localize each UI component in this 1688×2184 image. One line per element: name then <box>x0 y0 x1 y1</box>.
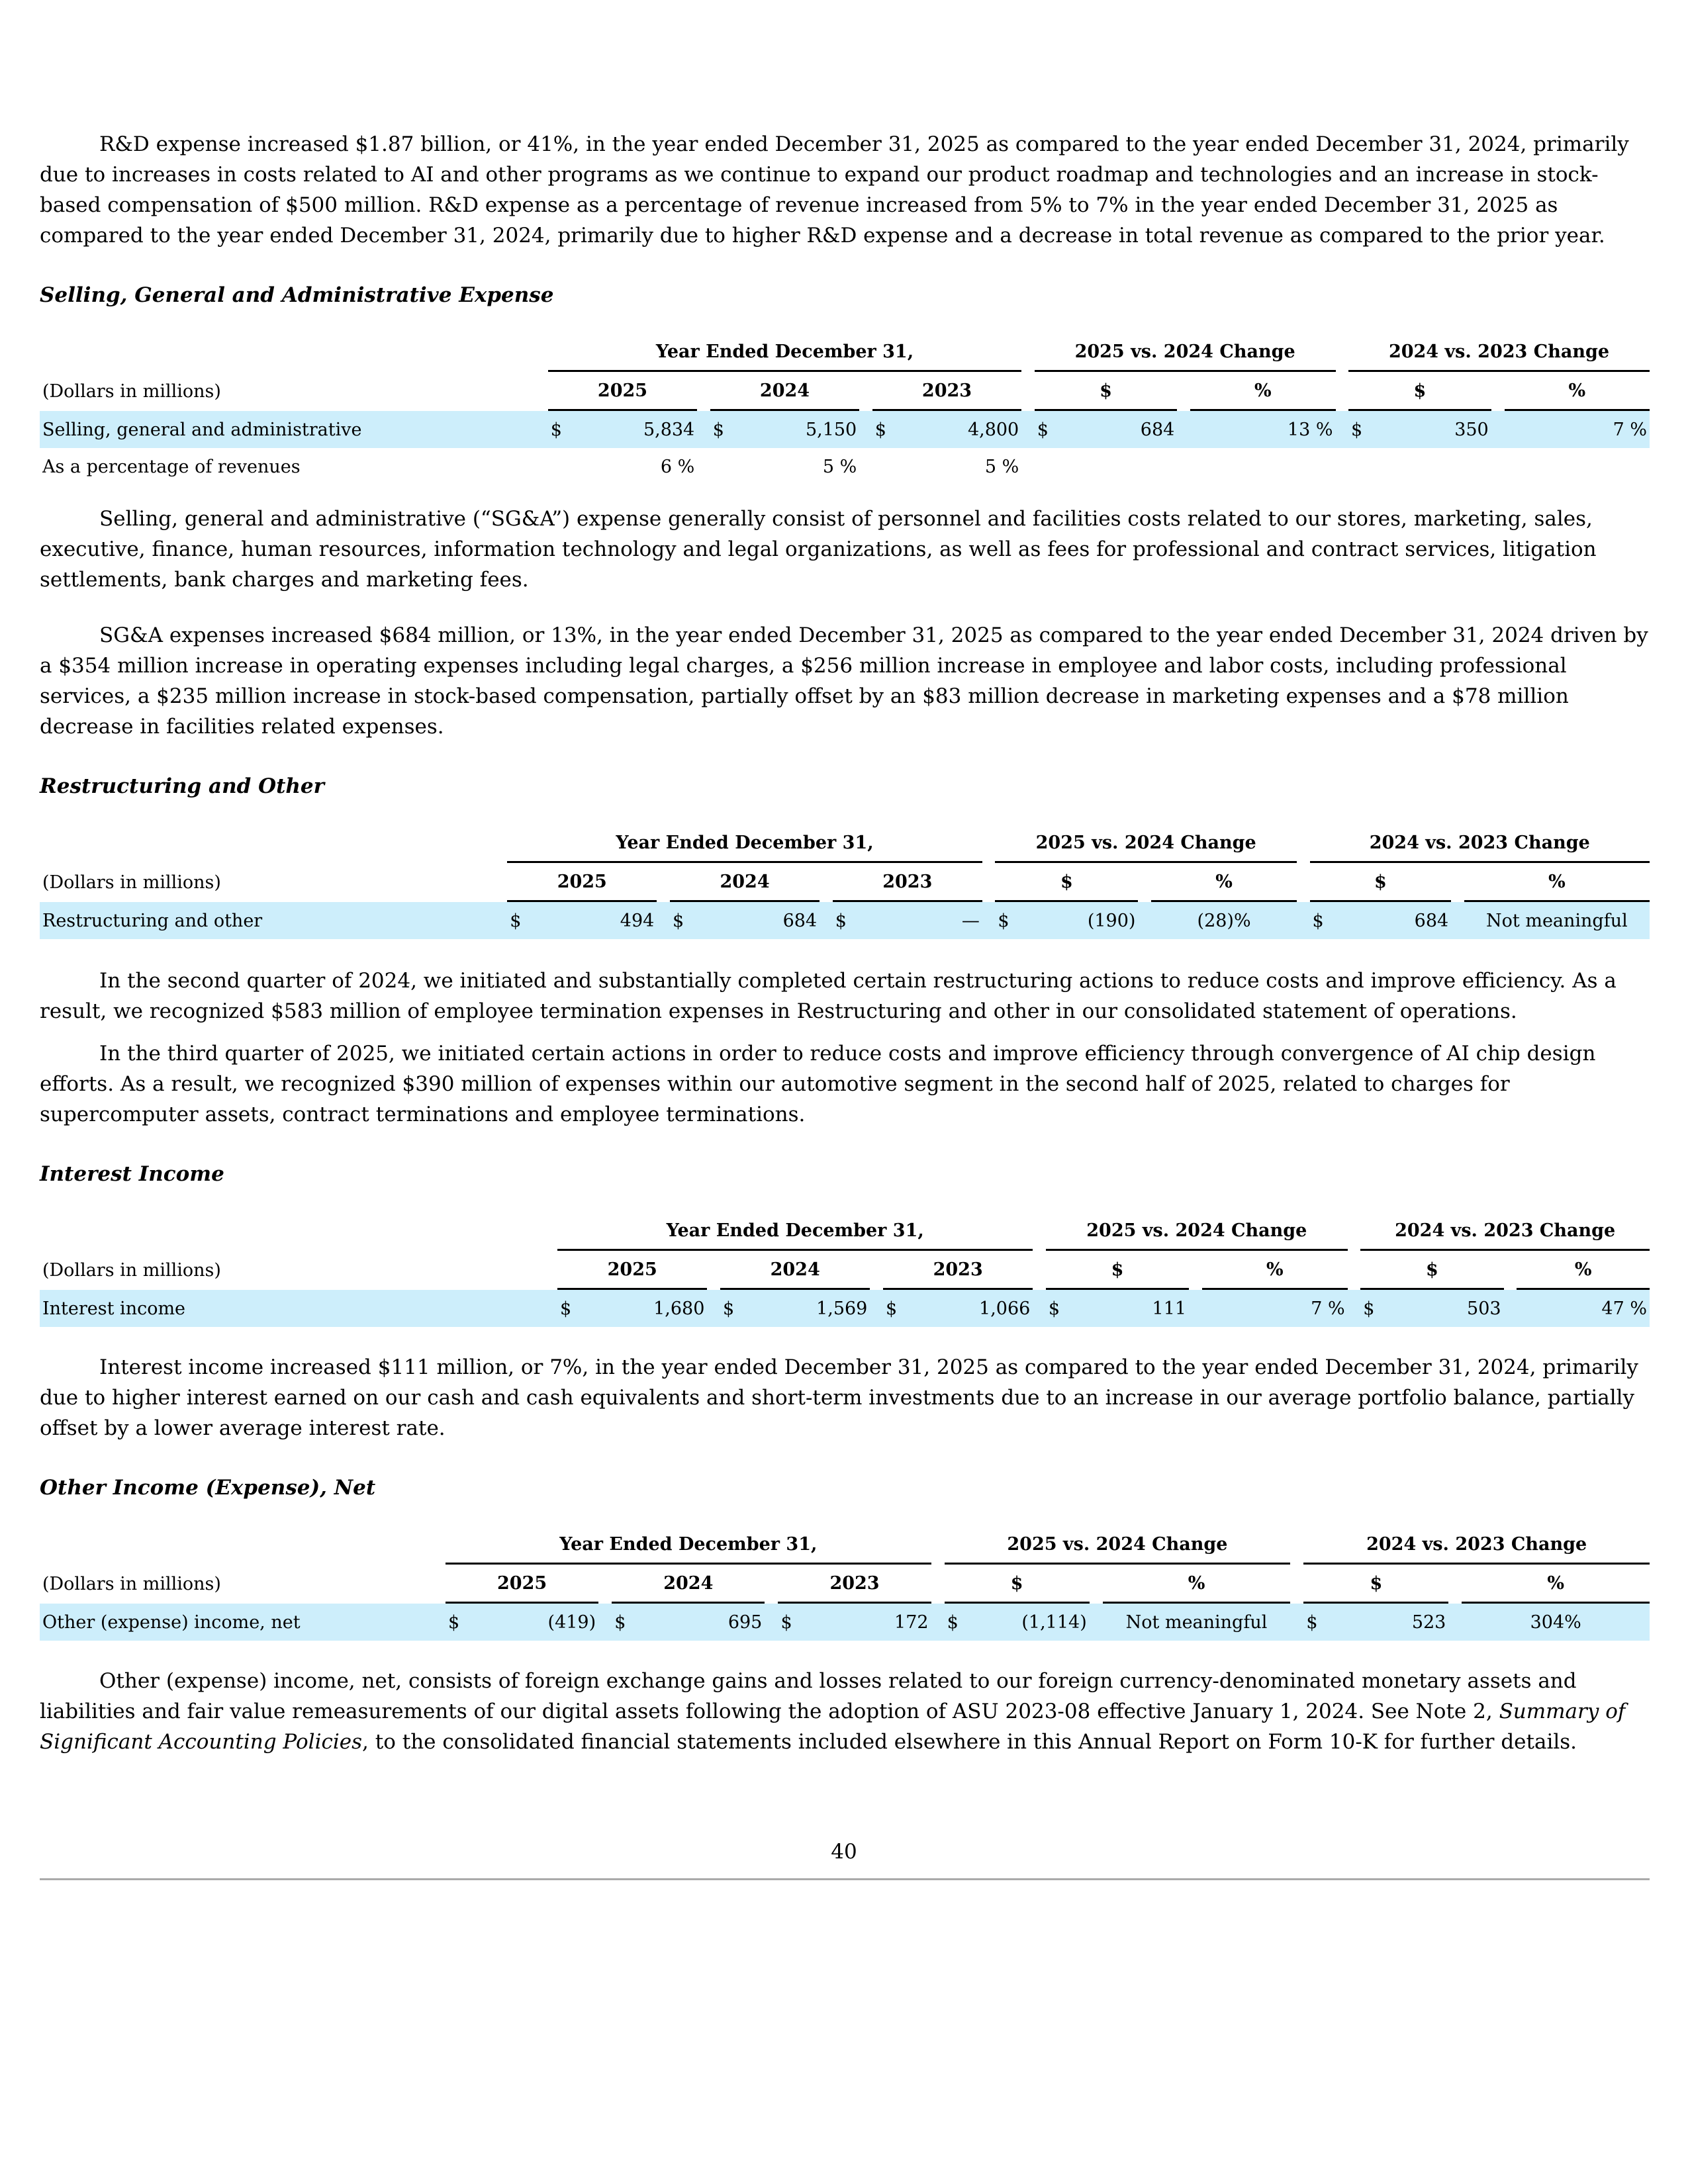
currency-sign: $ <box>995 902 1019 939</box>
other-income-text-end: , to the consolidated financial statements included elsewhere in this Annual Report on Form 10-K for further details. <box>362 1730 1577 1754</box>
table-row <box>40 1604 1650 1641</box>
table-row <box>40 902 1650 939</box>
value-2025: 494 <box>531 902 657 939</box>
footer-rule <box>40 1878 1650 1880</box>
accounting-policies-reference: Summary of Significant Accounting Policies <box>40 1700 1626 1754</box>
header-change-2025-2024: 2025 vs. 2024 Change <box>1035 333 1336 372</box>
currency-sign: $ <box>1046 1290 1070 1327</box>
header-dollar: $ <box>1303 1565 1448 1604</box>
row-label: Selling, general and administrative <box>40 411 535 448</box>
currency-sign: $ <box>445 1604 469 1641</box>
other-income-paragraph <box>40 1666 1650 1757</box>
change-amount-2024: 523 <box>1327 1604 1448 1641</box>
value-2024: 1,569 <box>744 1290 870 1327</box>
table-row <box>40 411 1650 448</box>
units-label: (Dollars in millions) <box>42 872 221 893</box>
header-2023: 2023 <box>778 1565 931 1604</box>
header-year-ended: Year Ended December 31, <box>445 1525 931 1565</box>
change-percent-2025: Not meaningful <box>1103 1604 1290 1641</box>
interest-income-paragraph: Interest income increased $111 million, or 7%, in the year ended December 31, 2025 as compared to the year ended December 31, 2024, primarily due to higher interest earned on our cash and cash equivalents and short-term investments due to an increase in our average portfolio balance, partially offset by a lower average interest rate. <box>40 1355 1638 1440</box>
header-change-2025-2024: 2025 vs. 2024 Change <box>995 824 1297 863</box>
header-2024: 2024 <box>670 863 820 902</box>
restructuring-paragraph-1: In the second quarter of 2024, we initiated and substantially completed certain restructuring actions to reduce costs and improve efficiency. As a result, we recognized $583 million of employee termination expenses in Restructuring and other in our consolidated statement of operations. <box>40 969 1617 1023</box>
value-2024: 5,150 <box>733 411 859 448</box>
sga-description-paragraph: Selling, general and administrative (“SG&A”) expense generally consist of personnel and facilities costs related to our stores, marketing, sales, executive, finance, human resources, information technology and legal organizations, as well as fees for professional and contract services, litigation settlements, bank charges and marketing fees. <box>40 507 1597 592</box>
table-header-group-row <box>40 1525 1650 1565</box>
value-2025: 1,680 <box>581 1290 708 1327</box>
other-income-table <box>40 1525 1650 1641</box>
sga-heading: Selling, General and Administrative Expense <box>40 283 554 307</box>
table-header-row <box>40 372 1650 411</box>
row-label: Other (expense) income, net <box>40 1604 432 1641</box>
restructuring-heading: Restructuring and Other <box>40 774 324 798</box>
header-dollar: $ <box>995 863 1138 902</box>
header-year-ended: Year Ended December 31, <box>557 1212 1033 1251</box>
interest-income-table <box>40 1212 1650 1327</box>
table-header-group-row <box>40 333 1650 372</box>
other-income-text-start: Other (expense) income, net, consists of foreign exchange gains and losses related to our foreign currency-denominated monetary assets and liabilities and fair value remeasurements of our digital assets following the adoption of ASU 2023-08 effective January 1, 2024. See Note 2, <box>40 1669 1577 1723</box>
header-2025: 2025 <box>507 863 657 902</box>
change-percent-2025: 7 % <box>1202 1290 1348 1327</box>
table-row <box>40 1290 1650 1327</box>
currency-sign: $ <box>548 411 572 448</box>
change-percent-2025: 13 % <box>1190 411 1335 448</box>
header-2023: 2023 <box>883 1251 1033 1290</box>
header-2024: 2024 <box>710 372 859 411</box>
header-percent: % <box>1103 1565 1290 1604</box>
currency-sign: $ <box>945 1604 968 1641</box>
header-percent: % <box>1202 1251 1348 1290</box>
units-label: (Dollars in millions) <box>42 1574 221 1594</box>
table-header-group-row <box>40 1212 1650 1251</box>
value-2024: 695 <box>635 1604 765 1641</box>
change-percent-2024: 304% <box>1462 1604 1650 1641</box>
restructuring-table <box>40 824 1650 939</box>
rd-expense-paragraph: R&D expense increased $1.87 billion, or 41%, in the year ended December 31, 2025 as compared to the year ended December 31, 2024, primarily due to increases in costs related to AI and other programs as we continue to expand our product roadmap and technologies and an increase in stock-based compensation of $500 million. R&D expense as a percentage of revenue increased from 5% to 7% in the year ended December 31, 2025 as compared to the year ended December 31, 2024, primarily due to higher R&D expense and a decrease in total revenue as compared to the prior year. <box>40 132 1629 248</box>
header-percent: % <box>1464 863 1650 902</box>
header-2025: 2025 <box>548 372 697 411</box>
table-header-row <box>40 1251 1650 1290</box>
value-2023: 172 <box>802 1604 931 1641</box>
table-header-group-row <box>40 824 1650 863</box>
change-amount-2025: (1,114) <box>968 1604 1090 1641</box>
currency-sign: $ <box>883 1290 907 1327</box>
change-amount-2025: 111 <box>1070 1290 1189 1327</box>
header-change-2024-2023: 2024 vs. 2023 Change <box>1348 333 1650 372</box>
header-change-2024-2023: 2024 vs. 2023 Change <box>1360 1212 1650 1251</box>
header-dollar: $ <box>1310 863 1452 902</box>
header-year-ended: Year Ended December 31, <box>507 824 982 863</box>
value-2024: 5 % <box>822 456 857 477</box>
table-header-row <box>40 863 1650 902</box>
header-2023: 2023 <box>872 372 1021 411</box>
currency-sign: $ <box>710 411 734 448</box>
header-percent: % <box>1517 1251 1650 1290</box>
header-dollar: $ <box>1046 1251 1189 1290</box>
currency-sign: $ <box>507 902 531 939</box>
change-amount-2024: 503 <box>1384 1290 1503 1327</box>
header-change-2025-2024: 2025 vs. 2024 Change <box>945 1525 1291 1565</box>
change-amount-2025: (190) <box>1019 902 1138 939</box>
header-dollar: $ <box>945 1565 1090 1604</box>
currency-sign: $ <box>1303 1604 1327 1641</box>
header-change-2024-2023: 2024 vs. 2023 Change <box>1310 824 1650 863</box>
change-percent-2024: 47 % <box>1517 1290 1650 1327</box>
interest-income-heading: Interest Income <box>40 1162 224 1186</box>
value-2025: 5,834 <box>571 411 697 448</box>
units-label: (Dollars in millions) <box>42 381 221 402</box>
units-label: (Dollars in millions) <box>42 1260 221 1281</box>
currency-sign: $ <box>872 411 896 448</box>
table-header-row <box>40 1565 1650 1604</box>
value-2025: (419) <box>469 1604 598 1641</box>
header-percent: % <box>1151 863 1297 902</box>
change-amount-2024: 350 <box>1372 411 1491 448</box>
header-2023: 2023 <box>833 863 982 902</box>
currency-sign: $ <box>1035 411 1058 448</box>
header-dollar: $ <box>1348 372 1491 411</box>
currency-sign: $ <box>670 902 694 939</box>
header-dollar: $ <box>1035 372 1178 411</box>
header-2024: 2024 <box>720 1251 870 1290</box>
header-2025: 2025 <box>445 1565 598 1604</box>
change-percent-2024: Not meaningful <box>1464 902 1650 939</box>
header-year-ended: Year Ended December 31, <box>548 333 1021 372</box>
currency-sign: $ <box>778 1604 802 1641</box>
currency-sign: $ <box>1360 1290 1384 1327</box>
other-income-heading: Other Income (Expense), Net <box>40 1476 376 1500</box>
change-amount-2025: 684 <box>1058 411 1178 448</box>
header-change-2024-2023: 2024 vs. 2023 Change <box>1303 1525 1650 1565</box>
page-content <box>40 129 1650 1757</box>
restructuring-paragraph-2: In the third quarter of 2025, we initiated certain actions in order to reduce costs and improve efficiency through convergence of AI chip design efforts. As a result, we recognized $390 million of expenses within our automotive segment in the second half of 2025, related to charges for supercomputer assets, contract terminations and employee terminations. <box>40 1042 1596 1126</box>
header-2025: 2025 <box>557 1251 707 1290</box>
value-2023: 5 % <box>984 456 1019 477</box>
value-2023: 4,800 <box>896 411 1021 448</box>
header-percent: % <box>1190 372 1335 411</box>
change-percent-2024: 7 % <box>1505 411 1650 448</box>
currency-sign: $ <box>612 1604 635 1641</box>
change-percent-2025: (28)% <box>1151 902 1297 939</box>
row-label: Restructuring and other <box>40 902 494 939</box>
header-2024: 2024 <box>612 1565 765 1604</box>
row-label: Interest income <box>40 1290 544 1327</box>
change-amount-2024: 684 <box>1333 902 1451 939</box>
currency-sign: $ <box>1348 411 1372 448</box>
sga-change-paragraph: SG&A expenses increased $684 million, or 13%, in the year ended December 31, 2025 as compared to the year ended December 31, 2024 driven by a $354 million increase in operating expenses including legal charges, a $256 million increase in employee and labor costs, including professional services, a $235 million increase in stock-based compensation, partially offset by an $83 million decrease in marketing expenses and a $78 million decrease in facilities related expenses. <box>40 623 1648 739</box>
value-2025: 6 % <box>660 456 695 477</box>
currency-sign: $ <box>557 1290 581 1327</box>
header-change-2025-2024: 2025 vs. 2024 Change <box>1046 1212 1348 1251</box>
currency-sign: $ <box>833 902 857 939</box>
value-2024: 684 <box>694 902 820 939</box>
header-percent: % <box>1505 372 1650 411</box>
header-percent: % <box>1462 1565 1650 1604</box>
value-2023: 1,066 <box>907 1290 1033 1327</box>
header-dollar: $ <box>1360 1251 1503 1290</box>
page-number: 40 <box>831 1840 857 1864</box>
value-2023: — <box>857 902 982 939</box>
currency-sign: $ <box>720 1290 744 1327</box>
currency-sign: $ <box>1310 902 1334 939</box>
row-label: As a percentage of revenues <box>42 456 301 477</box>
sga-table <box>40 333 1650 485</box>
table-row <box>40 448 1650 485</box>
